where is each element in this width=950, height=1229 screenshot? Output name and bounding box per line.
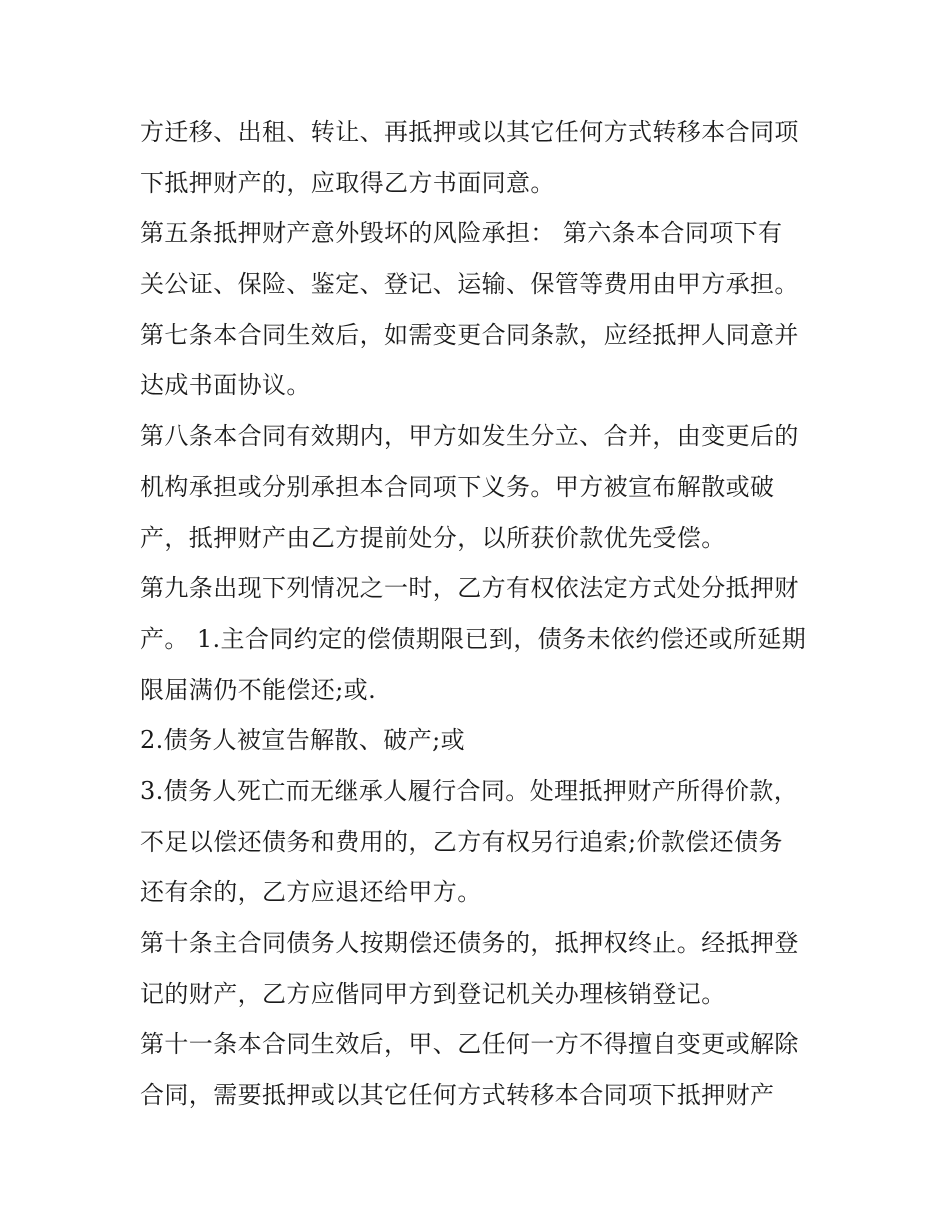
text-line: 产。 1.主合同约定的偿债期限已到，债务未依约偿还或所延期: [140, 624, 807, 653]
text-line: 第十条主合同债务人按期偿还债务的，抵押权终止。经抵押登: [140, 929, 799, 957]
contract-body-text: [140, 107, 820, 1121]
text-line: 2.债务人被宣告解散、破产;或: [140, 726, 465, 755]
text-line: 下抵押财产的，应取得乙方书面同意。: [140, 168, 555, 197]
text-line: 合同，需要抵押或以其它任何方式转移本合同项下抵押财产: [140, 1081, 775, 1110]
text-line: 第八条本合同有效期内，甲方如发生分立、合并，由变更后的: [140, 422, 799, 451]
text-line: 方迁移、出租、转让、再抵押或以其它任何方式转移本合同项: [140, 118, 799, 146]
text-line: 第五条抵押财产意外毁坏的风险承担： 第六条本合同项下有: [140, 219, 783, 248]
text-line: 3.债务人死亡而无继承人履行合同。处理抵押财产所得价款，: [140, 776, 799, 805]
text-line: 关公证、保险、鉴定、登记、运输、保管等费用由甲方承担。: [140, 270, 799, 299]
text-line: 机构承担或分别承担本合同项下义务。甲方被宣布解散或破: [140, 472, 775, 501]
text-line: 限届满仍不能偿还;或.: [140, 675, 377, 704]
text-line: 不足以偿还债务和费用的，乙方有权另行追索;价款偿还债务: [140, 827, 783, 856]
text-line: 产，抵押财产由乙方提前处分，以所获价款优先受偿。: [140, 523, 726, 552]
text-line: 还有余的，乙方应退还给甲方。: [140, 878, 482, 907]
text-line: 第九条出现下列情况之一时，乙方有权依法定方式处分抵押财: [140, 574, 799, 603]
text-line: 第七条本合同生效后，如需变更合同条款，应经抵押人同意并: [140, 320, 799, 349]
text-line: 记的财产，乙方应偕同甲方到登记机关办理核销登记。: [140, 979, 726, 1008]
text-line: 达成书面协议。: [140, 371, 311, 400]
text-line: 第十一条本合同生效后，甲、乙任何一方不得擅自变更或解除: [140, 1030, 799, 1059]
